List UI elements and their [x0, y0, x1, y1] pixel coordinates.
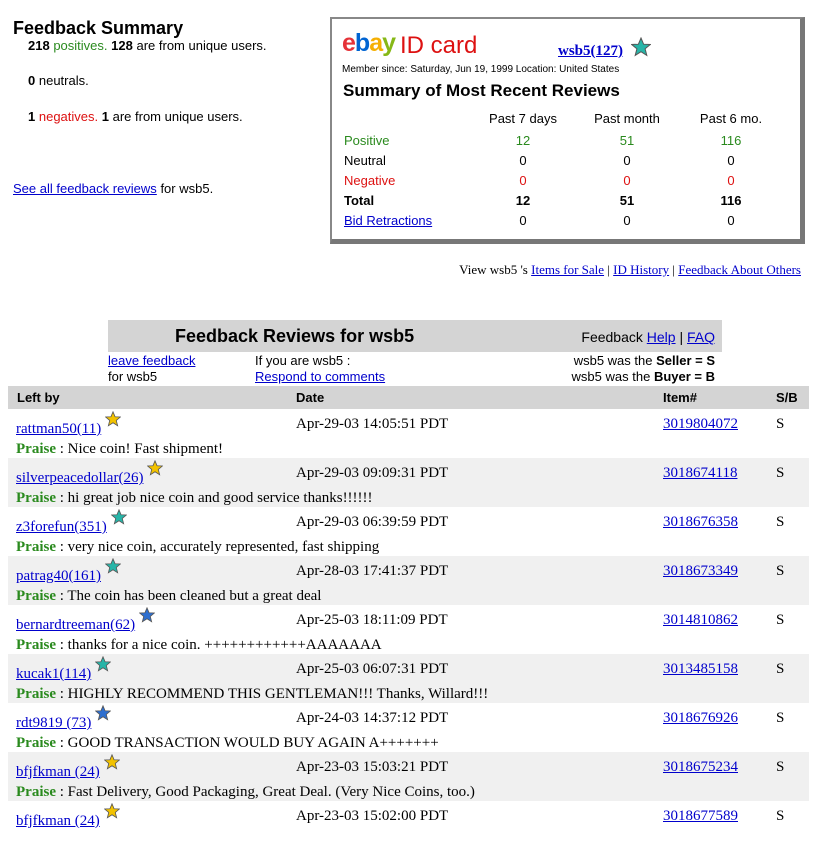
table-row: [8, 605, 809, 654]
bid-retractions-link[interactable]: Bid Retractions: [344, 212, 433, 228]
reviewer-link[interactable]: bfjfkman (24): [16, 813, 100, 829]
sb-value: S: [776, 465, 785, 481]
items-for-sale-link[interactable]: Items for Sale: [531, 262, 605, 277]
feedback-date: Apr-29-03 06:39:59 PDT: [296, 514, 449, 530]
feedback-comment: Praise : HIGHLY RECOMMEND THIS GENTLEMAN!!! Thanks, Willard!!!: [16, 686, 489, 702]
item-number-link[interactable]: 3018676926: [663, 710, 738, 726]
feedback-about-others-link[interactable]: Feedback About Others: [678, 262, 801, 277]
table-row: [8, 752, 809, 801]
sb-value: S: [776, 661, 785, 677]
col-sb: S/B: [776, 390, 798, 405]
negatives-line: 1 negatives. 1 are from unique users.: [28, 109, 243, 124]
table-row: [8, 703, 809, 752]
reviewer-link[interactable]: bfjfkman (24): [16, 764, 100, 780]
star-icon: [104, 754, 120, 770]
feedback-date: Apr-25-03 18:11:09 PDT: [296, 612, 448, 628]
feedback-comment: Praise : GOOD TRANSACTION WOULD BUY AGAIN A+++++++: [16, 735, 439, 751]
reviews-summary-title: Summary of Most Recent Reviews: [343, 81, 620, 100]
feedback-comment: Praise : very nice coin, accurately represented, fast shipping: [16, 539, 380, 555]
col-left-by: Left by: [17, 390, 60, 405]
feedback-date: Apr-24-03 14:37:12 PDT: [296, 710, 449, 726]
reviewer-link[interactable]: bernardtreeman(62): [16, 617, 136, 633]
sb-value: S: [776, 514, 785, 530]
feedback-summary: [13, 18, 313, 196]
summary-row-total: Total 12 51 116: [344, 192, 742, 208]
see-all-line: See all feedback reviews for wsb5.: [13, 181, 214, 196]
sb-value: S: [776, 710, 785, 726]
feedback-date: Apr-25-03 06:07:31 PDT: [296, 661, 449, 677]
feedback-date: Apr-23-03 15:02:00 PDT: [296, 808, 449, 824]
username-link[interactable]: wsb5(127): [558, 43, 624, 59]
sb-value: S: [776, 759, 785, 775]
sb-value: S: [776, 563, 785, 579]
feedback-reviews-header: [108, 320, 722, 352]
feedback-date: Apr-28-03 17:41:37 PDT: [296, 563, 449, 579]
star-icon: [147, 460, 163, 476]
reviewer-link[interactable]: rattman50(11): [16, 421, 102, 437]
star-icon: [139, 607, 155, 623]
member-since: Member since: Saturday, Jun 19, 1999 Location: United States: [342, 64, 620, 75]
feedback-comment: Praise : Fast Delivery, Good Packaging, Great Deal. (Very Nice Coins, too.): [16, 784, 475, 800]
star-icon: [95, 705, 111, 721]
feedback-subinfo: leave feedback for wsb5 If you are wsb5 : Respond to comments wsb5 was the Seller = S wsb5 was the Buyer = B: [108, 353, 715, 384]
item-number-link[interactable]: 3019804072: [663, 416, 738, 432]
leave-feedback-link[interactable]: leave feedback: [108, 353, 196, 368]
table-header: [8, 386, 809, 409]
table-row: [8, 458, 809, 507]
summary-row-bid-retractions: Bid Retractions 0 0 0: [344, 212, 735, 228]
table-row: [8, 801, 809, 850]
table-row: [8, 556, 809, 605]
reviewer-link[interactable]: rdt9819 (73): [16, 715, 92, 731]
table-row: [8, 409, 809, 458]
feedback-comment: Praise : hi great job nice coin and good service thanks!!!!!!: [16, 490, 373, 506]
reviewer-link[interactable]: patrag40(161): [16, 568, 101, 584]
star-icon: [105, 411, 121, 427]
see-all-feedback-link[interactable]: See all feedback reviews: [13, 181, 157, 196]
faq-link[interactable]: FAQ: [686, 329, 715, 345]
sb-value: S: [776, 808, 785, 824]
ebay-logo: ebay: [342, 29, 395, 57]
star-icon: [95, 656, 111, 672]
summary-row-neutral: Neutral 0 0 0: [344, 152, 735, 168]
item-number-link[interactable]: 3018675234: [663, 759, 738, 775]
table-row: [8, 507, 809, 556]
item-number-link[interactable]: 3018674118: [663, 465, 738, 481]
reviewer-link[interactable]: silverpeacedollar(26): [16, 470, 144, 486]
reviewer-link[interactable]: z3forefun(351): [16, 519, 107, 535]
col-date: Date: [296, 390, 325, 405]
respond-to-comments-link[interactable]: Respond to comments: [255, 369, 386, 384]
id-history-link[interactable]: ID History: [613, 262, 670, 277]
feedback-date: Apr-29-03 14:05:51 PDT: [296, 416, 449, 432]
table-row: [8, 654, 809, 703]
feedback-comment: Praise : thanks for a nice coin. ++++++++++++AAAAAAA: [16, 637, 382, 653]
feedback-reviews-title: Feedback Reviews for wsb5: [175, 326, 415, 346]
feedback-comment: Praise : The coin has been cleaned but a great deal: [16, 588, 322, 604]
star-icon: [631, 37, 651, 57]
feedback-date: Apr-29-03 09:09:31 PDT: [296, 465, 449, 481]
feedback-comment: Praise : Nice coin! Fast shipment!: [16, 441, 224, 457]
summary-row-negative: Negative 0 0 0: [344, 172, 735, 188]
item-number-link[interactable]: 3018676358: [663, 514, 738, 530]
item-number-link[interactable]: 3018673349: [663, 563, 738, 579]
summary-row-positive: Positive 12 51 116: [344, 132, 742, 148]
neutrals-line: 0 neutrals.: [28, 73, 89, 88]
star-icon: [111, 509, 127, 525]
feedback-table-body: [8, 409, 809, 850]
sb-value: S: [776, 612, 785, 628]
help-link[interactable]: Help: [646, 329, 676, 345]
star-icon: [105, 558, 121, 574]
view-links-line: View wsb5 's Items for Sale | ID History | Feedback About Others: [459, 262, 801, 277]
sb-value: S: [776, 416, 785, 432]
summary-header-row: Past 7 days Past month Past 6 mo.: [489, 110, 763, 126]
id-card: [330, 17, 805, 244]
positives-line: 218 positives. 128 are from unique users.: [28, 38, 267, 53]
item-number-link[interactable]: 3013485158: [663, 661, 738, 677]
col-item: Item#: [663, 390, 697, 405]
reviews-summary-table: [344, 106, 783, 230]
id-card-user: [558, 43, 651, 60]
item-number-link[interactable]: 3018677589: [663, 808, 738, 824]
item-number-link[interactable]: 3014810862: [663, 612, 738, 628]
id-card-title: ID card: [400, 32, 478, 59]
feedback-date: Apr-23-03 15:03:21 PDT: [296, 759, 449, 775]
reviewer-link[interactable]: kucak1(114): [16, 666, 92, 682]
help-faq: Feedback Help | FAQ: [581, 329, 715, 345]
summary-title: Feedback Summary: [13, 18, 184, 38]
star-icon: [104, 803, 120, 819]
